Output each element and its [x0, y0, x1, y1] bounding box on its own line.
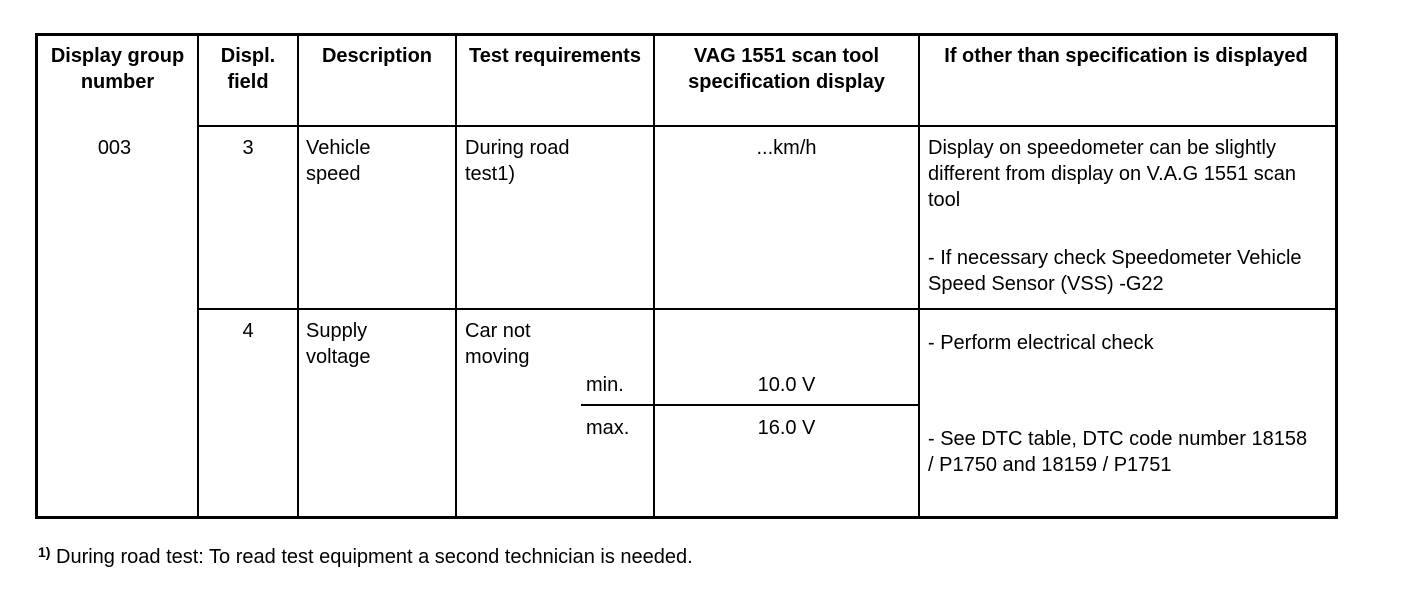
row-description: Supply voltage [306, 320, 371, 368]
header-description: Description [321, 45, 433, 67]
row-divider [197, 125, 1335, 127]
header-displ-field: Displ. field [220, 45, 276, 93]
row-remedy: - If necessary check Speedometer Vehicle Speed Sensor (VSS) -G22 [928, 247, 1302, 295]
column-divider [297, 33, 299, 516]
row-test-requirement: Car not moving [465, 320, 531, 368]
min-max-divider [581, 404, 919, 406]
row-field-number: 3 [242, 137, 254, 159]
footnote-text: During road test: To read test equipment a second technician is needed. [50, 546, 693, 568]
column-divider [455, 33, 457, 516]
footnote [38, 544, 693, 571]
header-spec-display: VAG 1551 scan tool specification display [688, 45, 885, 93]
row-remedy: Display on speedometer can be slightly different from display on V.A.G 1551 scan tool [928, 137, 1296, 211]
group-number: 003 [97, 137, 132, 159]
row-divider [197, 308, 1335, 310]
footnote-marker: 1) [38, 544, 51, 560]
row-remedy: - See DTC table, DTC code number 18158 / P1750 and 18159 / P1751 [928, 428, 1308, 476]
diagnostic-table [35, 33, 1335, 516]
header-group-number: Display group number [50, 45, 185, 93]
column-divider [918, 33, 920, 516]
header-if-other: If other than specification is displayed [944, 45, 1308, 67]
min-value: 10.0 V [757, 374, 816, 396]
row-test-requirement: During road test1) [465, 137, 570, 185]
row-description: Vehicle speed [306, 137, 371, 185]
row-remedy: - Perform electrical check [928, 332, 1154, 354]
column-divider [653, 33, 655, 516]
min-label: min. [586, 374, 624, 396]
header-test-requirements: Test requirements [469, 45, 641, 67]
row-field-number: 4 [242, 320, 254, 342]
row-spec-value: ...km/h [756, 137, 817, 159]
max-value: 16.0 V [757, 417, 816, 439]
column-divider [197, 33, 199, 516]
max-label: max. [586, 417, 630, 439]
